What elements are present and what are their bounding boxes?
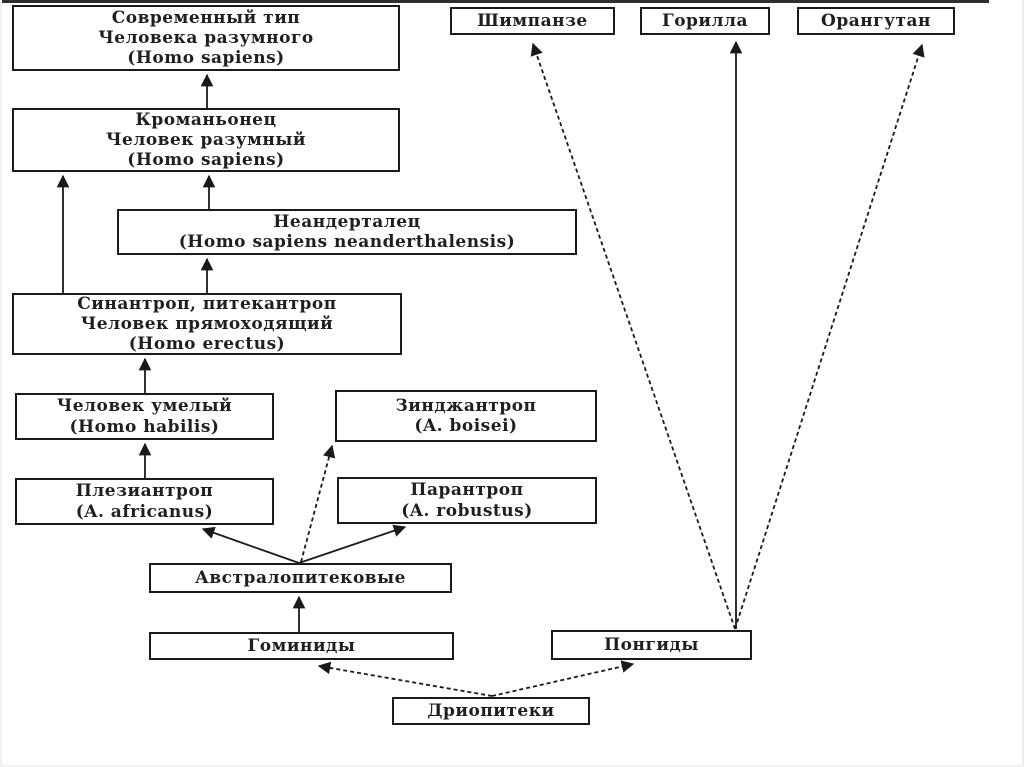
- node-modern-human: [12, 5, 400, 71]
- node-hominids: [149, 632, 454, 660]
- node-dryopithecus: [392, 697, 590, 725]
- node-paranthropus-label: Парантроп (A. robustus): [401, 480, 533, 521]
- node-gorilla-label: Горилла: [661, 10, 749, 31]
- node-pongids-label: Понгиды: [604, 634, 699, 655]
- node-cro-magnon-label: Кроманьонец Человек разумный (Homo sapiens): [106, 109, 306, 171]
- node-orangutan: [797, 7, 955, 35]
- node-plesianthropus-label: Плезиантроп (A. africanus): [75, 481, 214, 522]
- edge-australopithecines-plesianthropus: [203, 529, 299, 563]
- node-neanderthal-label: Неандерталец (Homo sapiens neanderthalensis): [178, 211, 516, 252]
- edge-australopithecines-paranthropus: [299, 527, 405, 563]
- node-pongids: [551, 630, 752, 660]
- node-dryopithecus-label: Дриопитеки: [427, 700, 555, 721]
- node-homo-erectus: [12, 293, 402, 355]
- node-chimpanzee: [450, 7, 615, 35]
- node-hominids-label: Гоминиды: [247, 635, 356, 656]
- node-plesianthropus: [15, 478, 274, 525]
- node-gorilla: [640, 7, 770, 35]
- edge-dryopithecus-hominids: [319, 666, 492, 696]
- node-cro-magnon: [12, 108, 400, 172]
- node-homo-habilis: [15, 393, 274, 440]
- edge-australopithecines-zinjanthropus: [301, 446, 332, 562]
- node-homo-habilis-label: Человек умелый (Homo habilis): [56, 396, 233, 437]
- node-homo-erectus-label: Синантроп, питекантроп Человек прямоходящий (Homo erectus): [77, 293, 337, 355]
- edge-dryopithecus-pongids: [492, 664, 633, 696]
- node-zinjanthropus: [335, 390, 597, 442]
- node-paranthropus: [337, 477, 597, 524]
- node-zinjanthropus-label: Зинджантроп (A. boisei): [395, 395, 537, 436]
- node-australopithecines: [149, 563, 452, 593]
- node-australopithecines-label: Австралопитековые: [195, 567, 406, 588]
- edge-pongids-chimpanzee: [533, 44, 735, 629]
- node-neanderthal: [117, 209, 577, 255]
- node-chimpanzee-label: Шимпанзе: [477, 10, 588, 31]
- node-orangutan-label: Орангутан: [821, 10, 931, 31]
- node-modern-human-label: Современный тип Человека разумного (Homo sapiens): [98, 7, 314, 69]
- edge-pongids-orangutan: [735, 45, 922, 629]
